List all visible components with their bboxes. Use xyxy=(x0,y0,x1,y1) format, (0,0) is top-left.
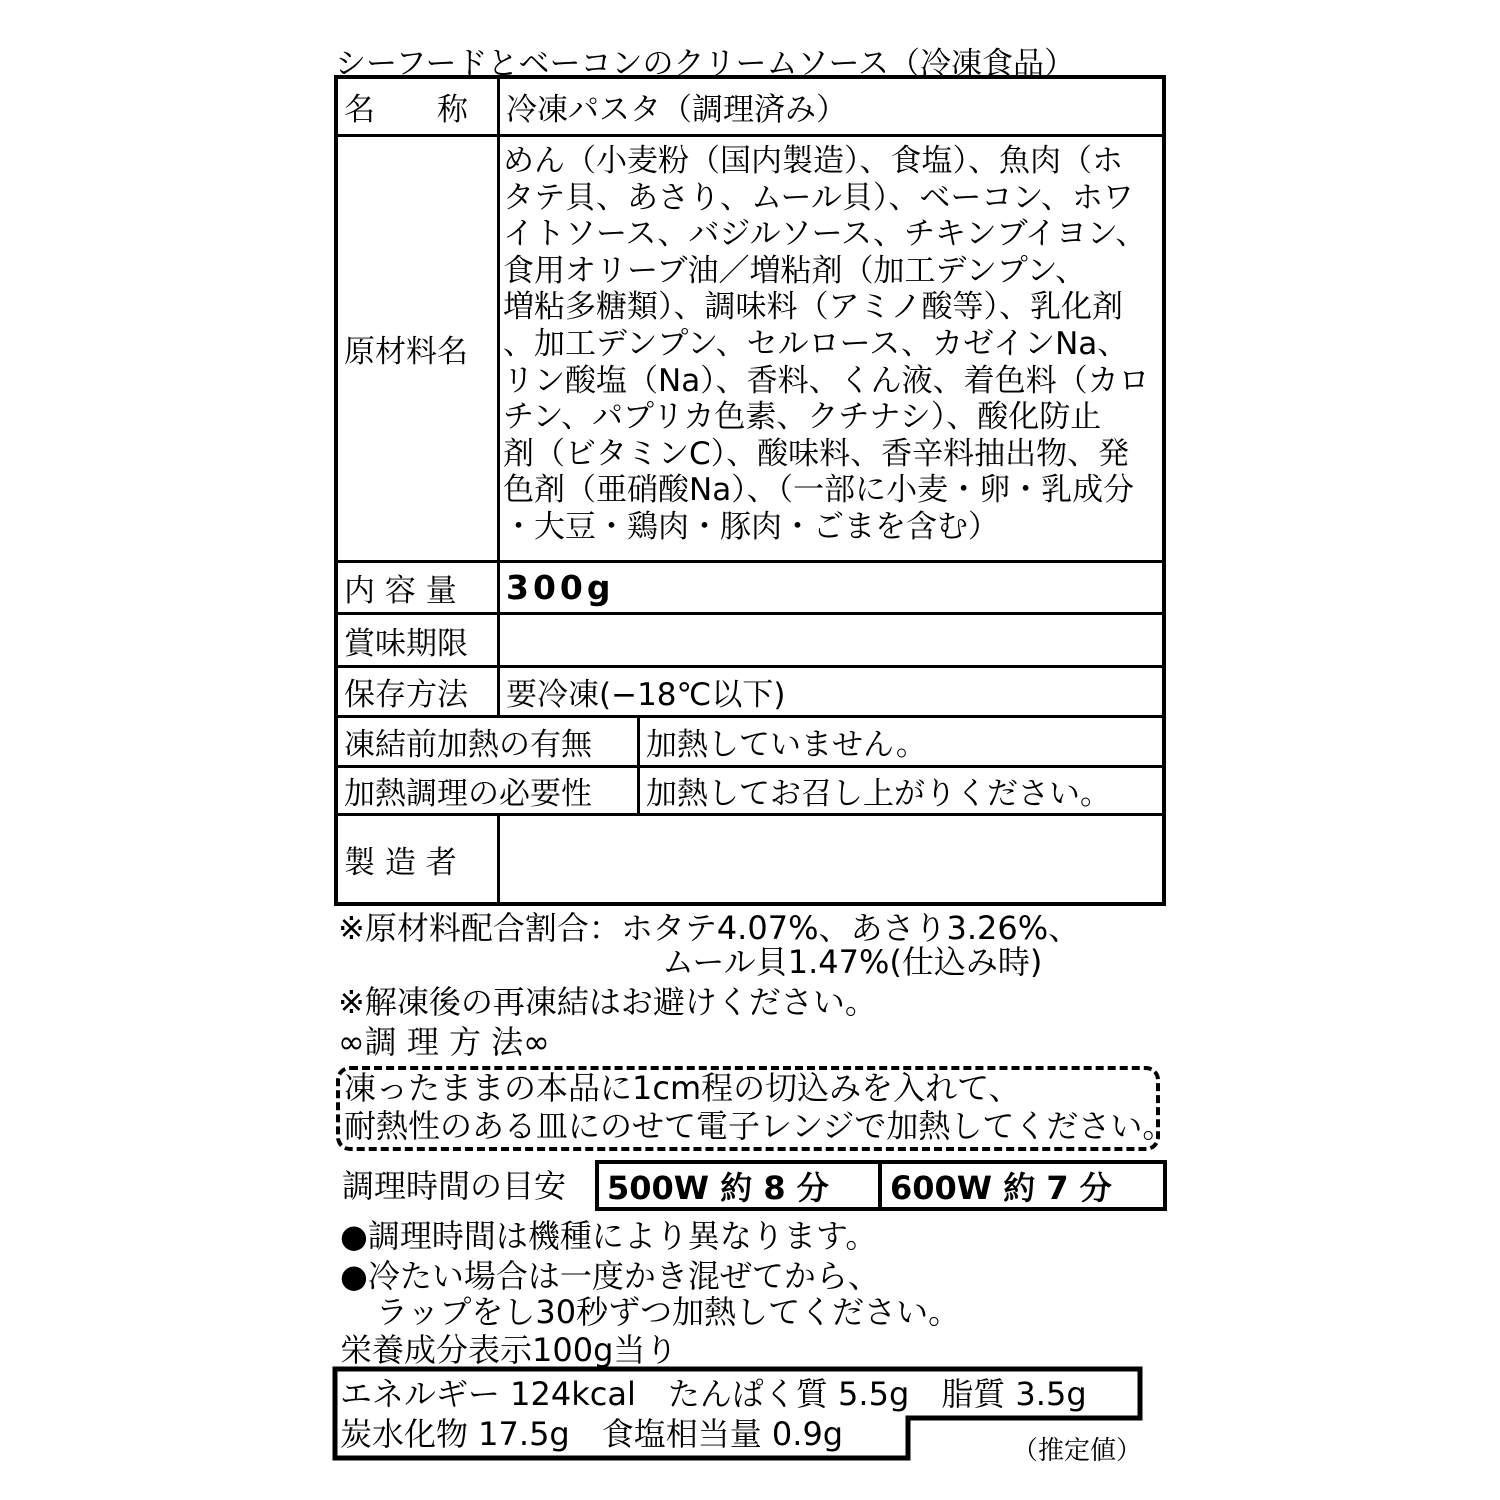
method-heading: ∞調 理 方 法∞ xyxy=(338,1023,550,1061)
row-ingredients xyxy=(338,137,1162,563)
content-label: 内 容 量 xyxy=(338,563,500,612)
row-maker xyxy=(338,816,1162,902)
storage-label: 保存方法 xyxy=(338,668,500,715)
estimated-note: （推定値） xyxy=(1012,1436,1143,1466)
ingredients-value xyxy=(503,143,1150,546)
cooking-need-label: 加熱調理の必要性 xyxy=(338,768,640,813)
nutrition-heading: 栄養成分表示100g当り xyxy=(340,1331,678,1369)
ingredients-line: ・大豆・鶏肉・豚肉・ごまを含む） xyxy=(503,508,999,545)
method-line1: 凍ったままの本品に1cm程の切込みを入れて、 xyxy=(344,1069,1021,1107)
ratio-note-cont: ムール貝1.47%(仕込み時) xyxy=(662,943,1043,981)
row-storage xyxy=(338,668,1162,718)
label-table xyxy=(334,75,1166,906)
time-label: 調理時間の目安 xyxy=(342,1167,567,1205)
ingredients-line: 食用オリーブ油／増粘剤（加工デンプン、 xyxy=(503,252,1087,289)
cooking-times xyxy=(595,1160,1167,1211)
ingredients-label: 原材料名 xyxy=(338,137,500,560)
ingredients-line: 剤（ビタミンC）、酸味料、香辛料抽出物、発 xyxy=(503,435,1130,472)
ingredients-line: リン酸塩（Na）、香料、くん液、着色料（カロ xyxy=(503,362,1150,399)
maker-label: 製 造 者 xyxy=(338,816,500,902)
maker-value xyxy=(500,816,1162,902)
row-preheat xyxy=(338,718,1162,768)
row-expiry xyxy=(338,615,1162,668)
nutrition-line1: エネルギー 124kcal たんぱく質 5.5g 脂質 3.5g xyxy=(340,1375,1087,1413)
row-content xyxy=(338,563,1162,615)
name-label: 名 称 xyxy=(338,79,500,134)
bullet-note-2-cont: ラップをし30秒ずつ加熱してください。 xyxy=(376,1293,961,1331)
time-600w: 600W 約 7 分 xyxy=(890,1168,1112,1207)
preheat-label: 凍結前加熱の有無 xyxy=(338,718,640,765)
content-value: 300g xyxy=(506,568,615,607)
bullet-note-2: ●冷たい場合は一度かき混ぜてから、 xyxy=(340,1257,880,1295)
name-value: 冷凍パスタ（調理済み） xyxy=(506,92,847,128)
refreeze-note: ※解凍後の再凍結はお避けください。 xyxy=(338,983,877,1021)
cooking-need-value: 加熱してお召し上がりください。 xyxy=(646,776,1111,812)
row-name xyxy=(338,79,1162,137)
ingredients-line: めん（小麦粉（国内製造）、食塩）、魚肉（ホ xyxy=(503,143,1123,179)
product-title: シーフードとベーコンのクリームソース（冷凍食品） xyxy=(335,46,1075,82)
ingredients-line: イトソース、バジルソース、チキンブイヨン、 xyxy=(503,216,1147,253)
ratio-note: ※原材料配合割合：ホタテ4.07%、あさり3.26%、 xyxy=(338,909,1081,947)
storage-value: 要冷凍(−18℃以下) xyxy=(506,677,786,713)
ingredients-line: タテ貝、あさり、ムール貝）、ベーコン、ホワ xyxy=(503,179,1134,216)
bullet-note-1: ●調理時間は機種により異なります。 xyxy=(340,1217,878,1255)
ingredients-line: 、加工デンプン、セルロース、カゼインNa、 xyxy=(503,325,1129,362)
time-500w: 500W 約 8 分 xyxy=(599,1164,882,1207)
ingredients-line: チン、パプリカ色素、クチナシ）、酸化防止 xyxy=(503,399,1102,436)
expiry-label: 賞味期限 xyxy=(338,615,500,665)
row-cooking-need xyxy=(338,768,1162,816)
nutrition-line2: 炭水化物 17.5g 食塩相当量 0.9g xyxy=(340,1415,844,1453)
ingredients-line: 色剤（亜硝酸Na）、（一部に小麦・卵・乳成分 xyxy=(503,472,1135,509)
ingredients-line: 増粘多糖類）、調味料（アミノ酸等）、乳化剤 xyxy=(503,289,1123,326)
expiry-value xyxy=(500,615,1162,665)
preheat-value: 加熱していません。 xyxy=(646,727,927,763)
method-line2: 耐熱性のある皿にのせて電子レンジで加熱してください。 xyxy=(344,1107,1175,1145)
